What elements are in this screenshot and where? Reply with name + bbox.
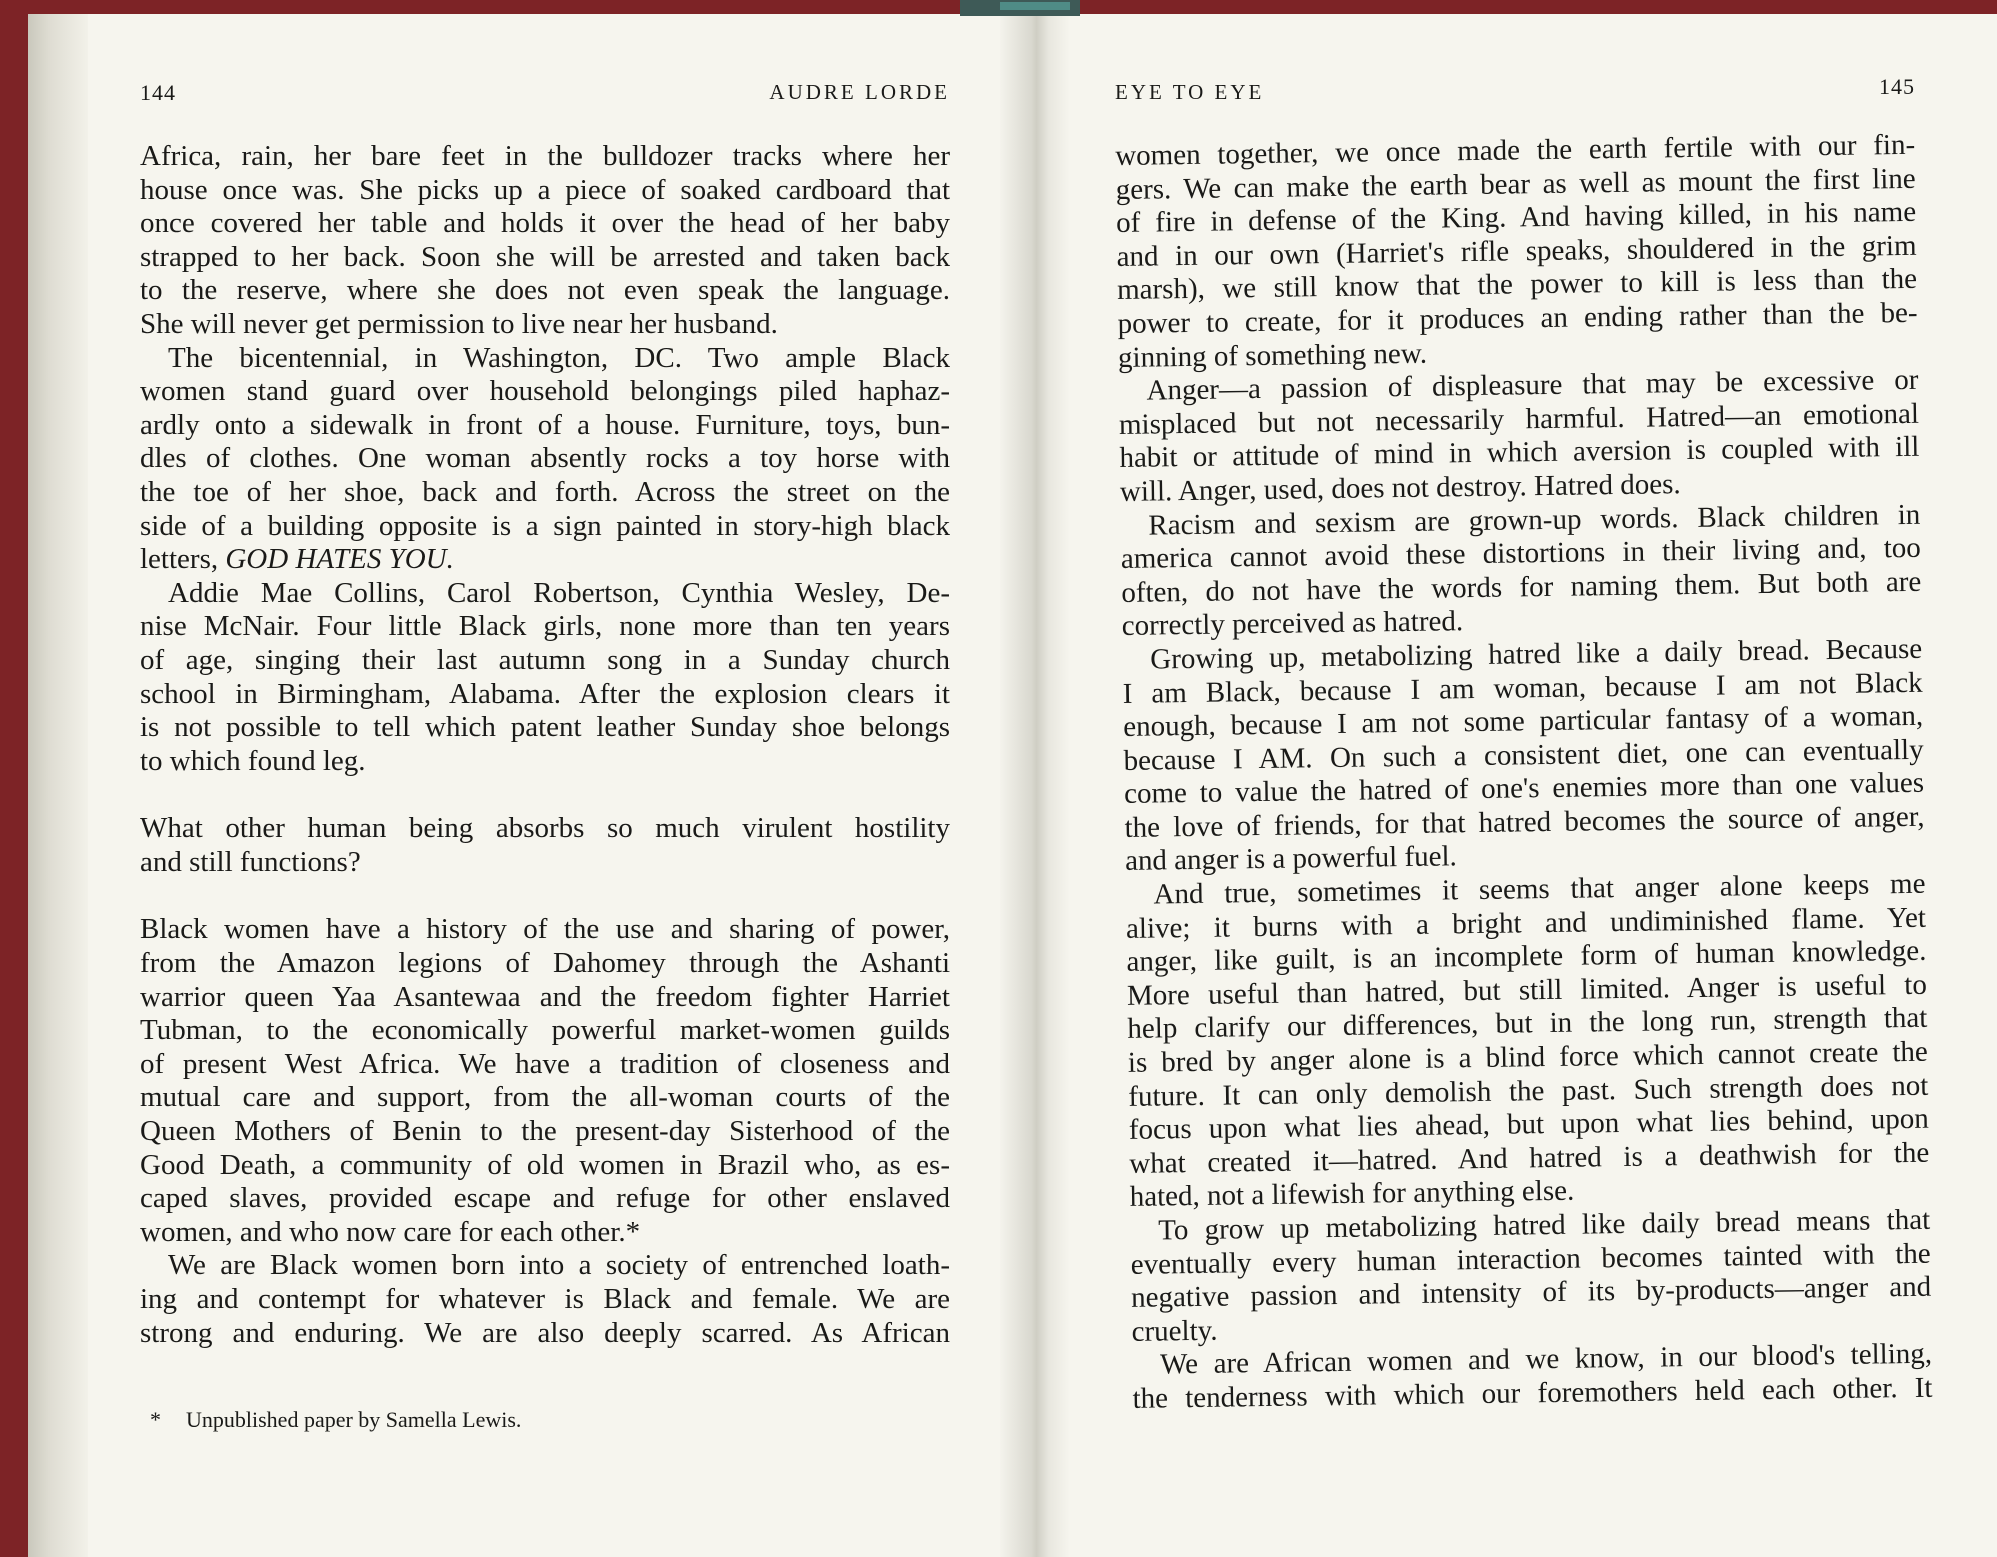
text-line: anger, like guilt, is an incomplete form of human knowledge. — [1126, 935, 1927, 979]
text-line: women stand guard over household belongings piled haphaz- — [140, 375, 950, 408]
text-line: come to value the hatred of one's enemies more than one values — [1123, 767, 1925, 811]
text-line: ing and contempt for whatever is Black and female. We are — [140, 1283, 950, 1315]
text-line: To grow up metabolizing hatred like daily bread means that — [1158, 1203, 1931, 1247]
text-line: And true, sometimes it seems that anger alone keeps me — [1153, 867, 1926, 911]
text-line: side of a building opposite is a sign painted in story-high black — [140, 509, 950, 542]
paragraph-gap — [140, 778, 950, 812]
text-line: future. It can only demolish the past. Such strength does not — [1128, 1069, 1929, 1113]
text-line: marsh), we still know that the power to kill is less than the — [1116, 263, 1918, 307]
text-line: Queen Mothers of Benin to the present-day Sisterhood of the — [140, 1115, 950, 1148]
text-line: to the reserve, where she does not even speak the language. — [140, 274, 950, 307]
footnote-mark: * — [150, 1407, 161, 1432]
text-line: hated, not a lifewish for anything else. — [1129, 1175, 1575, 1214]
text-line: She will never get permission to live near her husband. — [140, 307, 778, 340]
text-line: the tenderness with which our foremothers held each other. It — [1132, 1371, 1933, 1415]
text-line: once covered her table and holds it over the head of her baby — [140, 207, 950, 240]
bookmark-ribbon-highlight — [1000, 2, 1070, 10]
text-line: mutual care and support, from the all-woman courts of the — [140, 1081, 950, 1114]
text-line: habit or attitude of mind in which aversion is coupled with ill — [1119, 431, 1920, 475]
text-line: cruelty. — [1131, 1314, 1218, 1348]
text-line: from the Amazon legions of Dahomey through the Ashanti — [140, 947, 950, 980]
text-line: power to create, for it produces an ending rather than the be- — [1117, 296, 1918, 340]
page-edge-shadow — [28, 14, 88, 1557]
text-line: correctly perceived as hatred. — [1121, 605, 1464, 643]
text-line: Anger—a passion of displeasure that may be excessive or — [1146, 363, 1919, 407]
left-running-head — [140, 80, 950, 114]
left-body-text — [140, 140, 950, 1350]
text-line: house once was. She picks up a piece of soaked cardboard that — [140, 173, 950, 206]
right-body-text — [1115, 129, 1933, 1417]
text-line: More useful than hatred, but still limited. Anger is useful to — [1126, 968, 1928, 1012]
text-line: and anger is a powerful fuel. — [1124, 840, 1458, 878]
text-line: nise McNair. Four little Black girls, none more than ten years — [140, 610, 950, 643]
text-line: misplaced but not necessarily harmful. Hatred—an emotional — [1118, 397, 1920, 441]
text-line: I am Black, because I am woman, because I am not Black — [1122, 666, 1923, 710]
footnote-text: Unpublished paper by Samella Lewis. — [186, 1407, 522, 1432]
text-line: Racism and sexism are grown-up words. Black children in — [1148, 498, 1921, 542]
text-line: enough, because I am not some particular fantasy of a woman, — [1122, 699, 1924, 744]
text-line: often, do not have the words for naming them. But both are — [1121, 565, 1922, 609]
text-line: of present West Africa. We have a tradition of closeness and — [140, 1047, 950, 1080]
text-line: america cannot avoid these distortions in their living and, too — [1120, 531, 1921, 576]
right-header-title: EYE TO EYE — [1115, 80, 1265, 104]
text-line: the love of friends, for that hatred becomes the source of anger, — [1124, 800, 1925, 844]
left-page-number: 144 — [140, 80, 176, 105]
book-gutter — [1000, 0, 1070, 1557]
text-line: women, and who now care for each other.* — [140, 1215, 641, 1248]
text-line: letters, GOD HATES YOU. — [140, 543, 454, 576]
text-line: Growing up, metabolizing hatred like a daily bread. Because — [1150, 632, 1923, 676]
left-header-author: AUDRE LORDE — [769, 80, 950, 104]
text-line: what created it—hatred. And hatred is a deathwish for the — [1129, 1136, 1930, 1180]
text-line: to which found leg. — [140, 744, 366, 777]
text-line: negative passion and intensity of its by-products—anger and — [1130, 1270, 1932, 1315]
text-line: of age, singing their last autumn song in a Sunday church — [140, 643, 950, 676]
text-line: women together, we once made the earth fertile with our fin- — [1115, 128, 1916, 172]
text-line: Addie Mae Collins, Carol Robertson, Cynthia Wesley, De- — [168, 576, 950, 609]
text-line: strong and enduring. We are also deeply scarred. As African — [140, 1316, 950, 1349]
text-line: dles of clothes. One woman absently rocks a toy horse with — [140, 442, 950, 475]
text-line: and still functions? — [140, 845, 361, 878]
right-page — [1115, 0, 1933, 1557]
text-line: The bicentennial, in Washington, DC. Two ample Black — [168, 341, 950, 374]
text-line: gers. We can make the earth bear as well as mount the first line — [1115, 162, 1916, 206]
text-line: Africa, rain, her bare feet in the bulldozer tracks where her — [140, 140, 950, 172]
text-line: help clarify our differences, but in the long run, strength that — [1127, 1002, 1928, 1046]
text-line: focus upon what lies ahead, but upon what lies behind, upon — [1128, 1102, 1929, 1147]
text-line: school in Birmingham, Alabama. After the explosion clears it — [140, 677, 950, 710]
text-line: the toe of her shoe, back and forth. Across the street on the — [140, 475, 950, 508]
text-line: warrior queen Yaa Asantewaa and the freedom fighter Harriet — [140, 980, 950, 1013]
text-line: We are Black women born into a society of entrenched loath- — [168, 1249, 950, 1282]
text-line: alive; it burns with a bright and undiminished flame. Yet — [1125, 901, 1927, 945]
right-page-number: 145 — [1879, 74, 1915, 99]
text-line: and in our own (Harriet's rifle speaks, shouldered in the grim — [1116, 229, 1917, 273]
text-line: What other human being absorbs so much virulent hostility — [140, 812, 950, 845]
text-line: is not possible to tell which patent leather Sunday shoe belongs — [140, 711, 950, 744]
text-line: of fire in defense of the King. And having killed, in his name — [1115, 196, 1917, 240]
text-line: eventually every human interaction becomes tainted with the — [1130, 1237, 1931, 1281]
text-line: because I AM. On such a consistent diet, one can eventually — [1123, 733, 1924, 777]
text-line: ardly onto a sidewalk in front of a house. Furniture, toys, bun- — [140, 408, 950, 441]
text-line: We are African women and we know, in our blood's telling, — [1159, 1338, 1933, 1381]
sign-text: GOD HATES YOU. — [225, 543, 454, 576]
text-line: will. Anger, used, does not destroy. Hatred does. — [1119, 468, 1681, 508]
text-line: Tubman, to the economically powerful market-women guilds — [140, 1014, 950, 1047]
text-line: Good Death, a community of old women in Brazil who, as es- — [140, 1148, 950, 1181]
text-line: is bred by anger alone is a blind force which cannot create the — [1127, 1035, 1929, 1079]
left-page — [140, 0, 950, 1557]
paragraph-gap — [140, 879, 950, 913]
text-line: Black women have a history of the use and sharing of power, — [140, 913, 950, 946]
text-line: caped slaves, provided escape and refuge for other enslaved — [140, 1182, 950, 1215]
text-line: strapped to her back. Soon she will be arrested and taken back — [140, 240, 950, 273]
footnote — [150, 1407, 521, 1433]
text-line: ginning of something new. — [1117, 337, 1428, 374]
right-running-head — [1115, 74, 1915, 114]
